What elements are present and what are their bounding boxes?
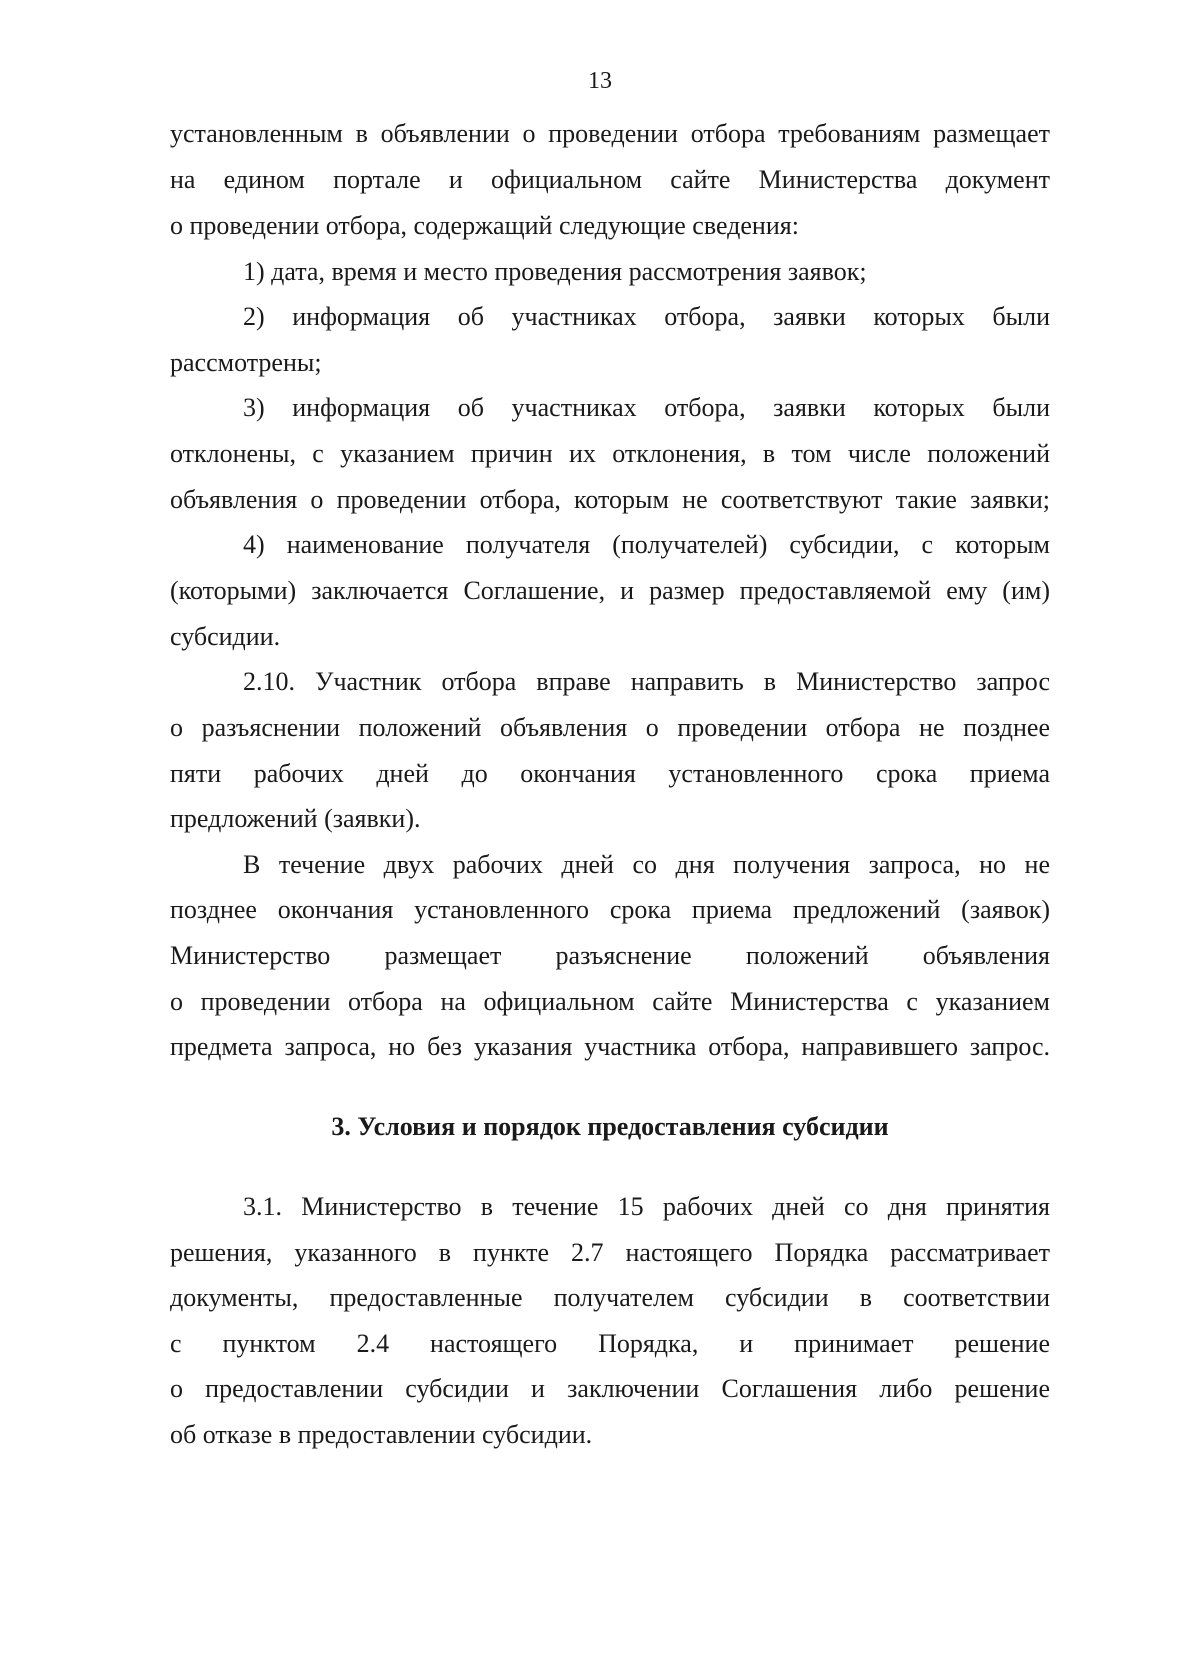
text-line: решения, указанного в пункте 2.7 настоящего Порядка рассматривает bbox=[170, 1238, 1050, 1267]
text-line: на едином портале и официальном сайте Министерства документ bbox=[170, 165, 1050, 194]
text-line: предмета запроса, но без указания участника отбора, направившего запрос. bbox=[170, 1032, 1050, 1061]
text-line: отклонены, с указанием причин их отклонения, в том числе положений bbox=[170, 439, 1050, 468]
text-line: о разъяснении положений объявления о проведении отбора не позднее bbox=[170, 713, 1050, 742]
text-line: о предоставлении субсидии и заключении Соглашения либо решение bbox=[170, 1374, 1050, 1403]
paragraph-2-10: 2.10. Участник отбора вправе направить в Министерство запрос bbox=[243, 667, 1050, 696]
text-line: об отказе в предоставлении субсидии. bbox=[170, 1420, 593, 1449]
page-number: 13 bbox=[588, 68, 612, 94]
section-heading: 3. Условия и порядок предоставления субсидии bbox=[331, 1112, 889, 1141]
list-item-4: 4) наименование получателя (получателей) субсидии, с которым bbox=[243, 530, 1050, 559]
text-line: о проведении отбора, содержащий следующие сведения: bbox=[170, 211, 799, 240]
text-line: рассмотрены; bbox=[170, 348, 322, 377]
text-line: позднее окончания установленного срока приема предложений (заявок) bbox=[170, 895, 1050, 924]
list-item-2: 2) информация об участниках отбора, заявки которых были bbox=[243, 302, 1050, 331]
text-line: субсидии. bbox=[170, 622, 281, 651]
text-line: пяти рабочих дней до окончания установленного срока приема bbox=[170, 759, 1050, 788]
paragraph-clarification: В течение двух рабочих дней со дня получения запроса, но не bbox=[243, 850, 1050, 879]
text-line: о проведении отбора на официальном сайте Министерства с указанием bbox=[170, 987, 1050, 1016]
list-item-1: 1) дата, время и место проведения рассмотрения заявок; bbox=[243, 257, 867, 286]
text-line: объявления о проведении отбора, которым не соответствуют такие заявки; bbox=[170, 485, 1050, 514]
text-line: предложений (заявки). bbox=[170, 804, 421, 833]
text-line: (которыми) заключается Соглашение, и размер предоставляемой ему (им) bbox=[170, 576, 1050, 605]
text-line: с пунктом 2.4 настоящего Порядка, и принимает решение bbox=[170, 1329, 1050, 1358]
text-line: установленным в объявлении о проведении отбора требованиям размещает bbox=[170, 119, 1050, 148]
list-item-3: 3) информация об участниках отбора, заявки которых были bbox=[243, 393, 1050, 422]
paragraph-3-1: 3.1. Министерство в течение 15 рабочих дней со дня принятия bbox=[243, 1192, 1050, 1221]
text-line: Министерство размещает разъяснение положений объявления bbox=[170, 941, 1050, 970]
text-line: документы, предоставленные получателем субсидии в соответствии bbox=[170, 1283, 1050, 1312]
